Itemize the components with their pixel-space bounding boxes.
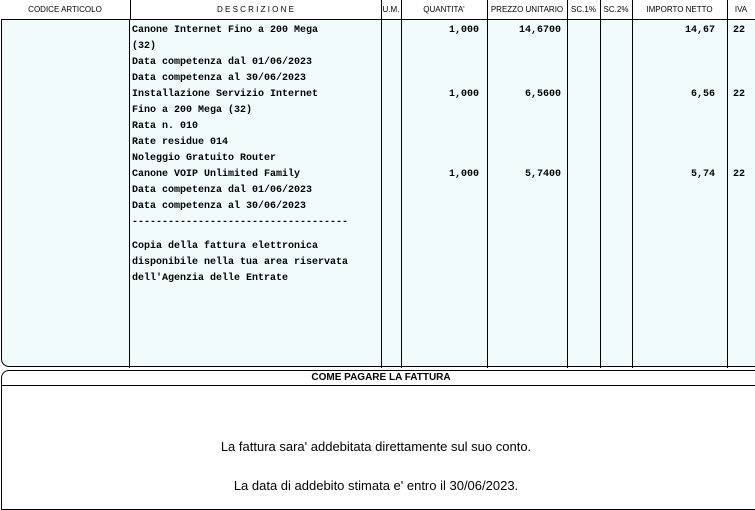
table-header: [0, 0, 755, 20]
col-header-codice: CODICE ARTICOLO: [28, 5, 102, 14]
col-header-sc1: SC.1%: [571, 5, 596, 14]
item-3-vat: 22: [733, 169, 746, 180]
description-line: Copia della fattura elettronica: [132, 241, 319, 252]
col-header-iva: IVA: [734, 5, 748, 14]
description-column: [132, 23, 382, 287]
description-line: Data competenza dal 01/06/2023: [132, 185, 313, 196]
item-3-unit-price: 5,7400: [524, 169, 561, 180]
description-line: Rate residue 014: [132, 137, 229, 148]
col-header-prezzo: PREZZO UNITARIO: [490, 5, 564, 14]
col-header-descrizione: D E S C R I Z I O N E: [217, 5, 294, 14]
description-line: Installazione Servizio Internet: [132, 89, 319, 100]
description-line: Data competenza al 30/06/2023: [132, 201, 307, 212]
item-3-quantity: 1,000: [448, 169, 479, 180]
item-3-net-amount: 5,74: [690, 169, 715, 180]
payment-title: COME PAGARE LA FATTURA: [2, 371, 755, 386]
item-2-vat: 22: [733, 89, 746, 100]
item-1-vat: 22: [733, 25, 746, 36]
payment-section: [1, 370, 755, 510]
description-line: Fino a 200 Mega (32): [132, 105, 253, 116]
item-1-unit-price: 14,6700: [518, 25, 561, 36]
description-line: (32): [132, 41, 157, 52]
col-header-quantita: QUANTITA': [423, 5, 465, 14]
col-header-um: U.M.: [382, 5, 400, 14]
description-line: Rata n. 010: [132, 121, 199, 132]
col-header-sc2: SC.2%: [603, 5, 629, 14]
description-line: Canone VOIP Unlimited Family: [132, 169, 301, 180]
description-separator: ------------------------------------: [132, 217, 349, 228]
item-2-unit-price: 6,5600: [524, 89, 561, 100]
item-2-quantity: 1,000: [448, 89, 479, 100]
description-line: disponibile nella tua area riservata: [132, 257, 349, 268]
payment-message-1: La fattura sara' addebitata direttamente sul suo conto.: [220, 439, 532, 454]
col-header-importo: IMPORTO NETTO: [646, 5, 713, 14]
description-line: Data competenza dal 01/06/2023: [132, 57, 313, 68]
description-line: dell'Agenzia delle Entrate: [132, 273, 289, 284]
item-1-net-amount: 14,67: [684, 25, 715, 36]
description-line: Canone Internet Fino a 200 Mega: [132, 25, 319, 36]
item-2-net-amount: 6,56: [690, 89, 715, 100]
item-1-quantity: 1,000: [448, 25, 479, 36]
payment-message-2: La data di addebito stimata e' entro il 30/06/2023.: [233, 478, 519, 493]
description-line: Noleggio Gratuito Router: [132, 153, 277, 164]
description-line: Data competenza al 30/06/2023: [132, 73, 307, 84]
